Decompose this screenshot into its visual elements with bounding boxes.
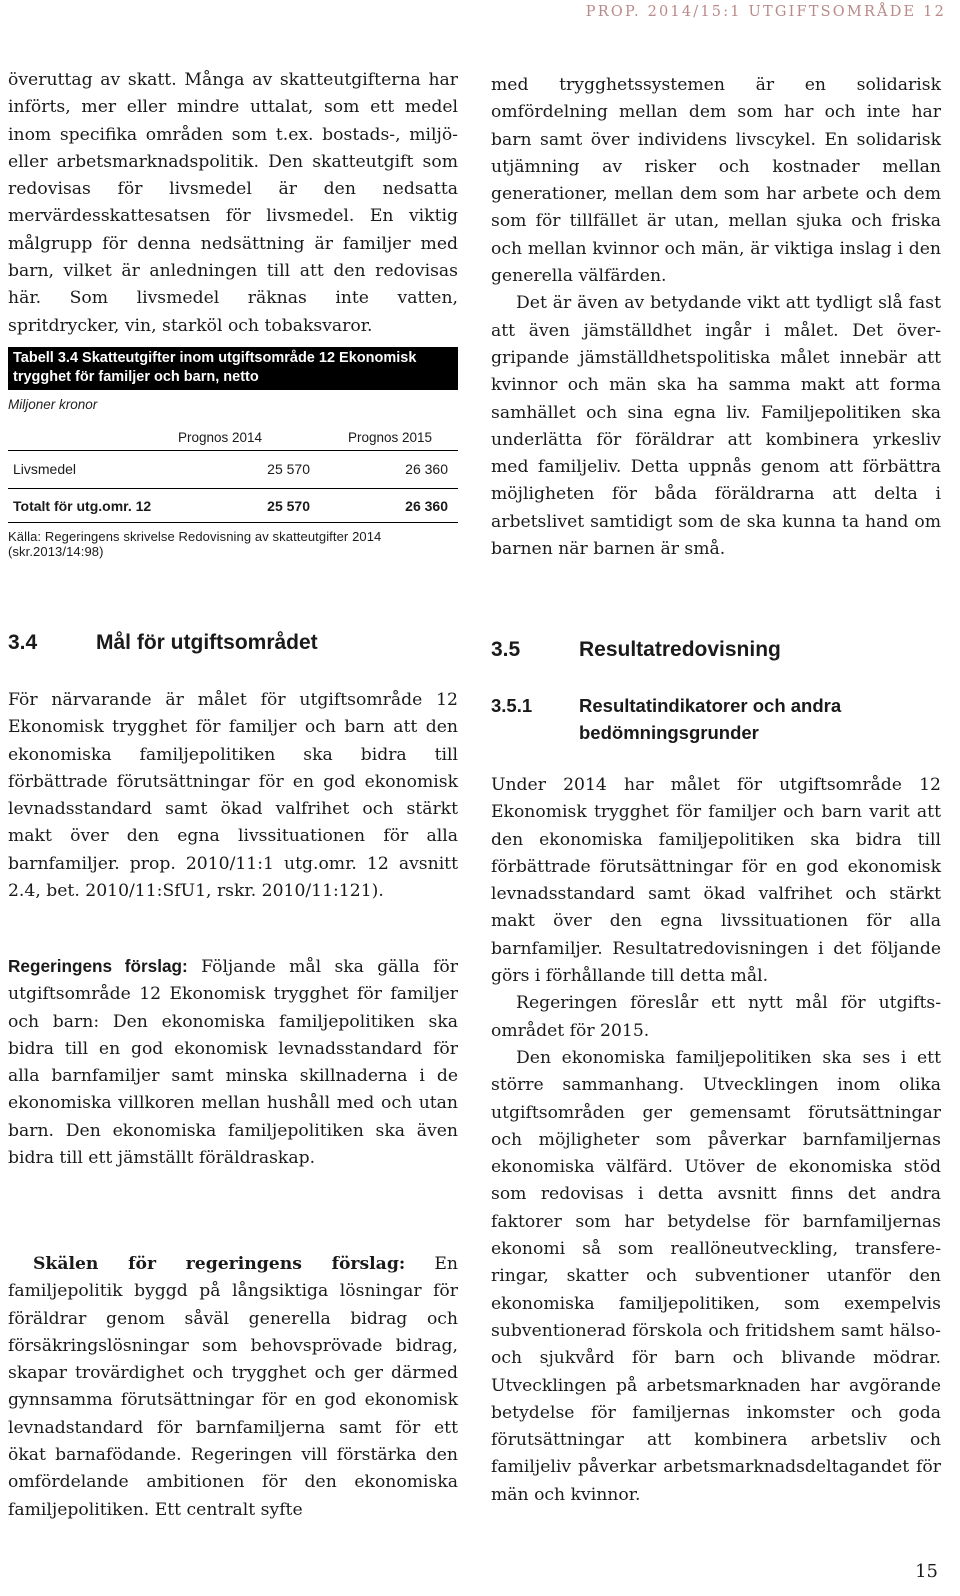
cell-2015: 26 360 (405, 461, 448, 477)
paragraph: överuttag av skatt. Många av skatteutgifterna har införts, mer eller mindre uttalat, som ett medel inom specifika områden som t.ex. bostads-, miljö- eller arbetsmarknadspolitik. Den skatteutgift som redovisas för livsmedel är den nedsatta mervärdesskattesatsen för livsmedel. En viktig målgrupp för denna nedsättning är familjer med barn, vilket är anledningen till att den redovisas här. Som livsmedel räknas inte vatten, spritdrycker, vin, starköl och tobaksvaror. (8, 70, 458, 336)
table-caption: Tabell 3.4 Skatteutgifter inom utgiftsområde 12 Ekonomisk trygghet för familjer och barn, netto (8, 347, 458, 390)
section-3-4-body (8, 687, 458, 905)
subsection-title: Resultatindikatorer och andra bedömningsgrunder (579, 695, 842, 743)
section-number: 3.5 (491, 638, 521, 661)
section-title: Resultatredovisning (579, 638, 781, 661)
table-unit: Miljoner kronor (8, 397, 98, 412)
table-row (8, 451, 458, 478)
column-header-2015: Prognos 2015 (348, 430, 433, 445)
row-label: Livsmedel (13, 461, 77, 477)
paragraph: För närvarande är målet för utgiftsområde 12 Ekonomisk trygghet för familjer och barn att den ekonomiska familjepolitiken ska bidra till förbättrade förutsättningar för en god ekonomisk levnadsstandard samt ökad valfrihet och stärkt makt över den egna livssituationen för alla barnfamiljer. prop. 2010/11:1 utg.omr. 12 avsnitt 2.4, bet. 2010/11:SfU1, rskr. 2010/11:121). (8, 690, 458, 902)
page-number: 15 (915, 1561, 938, 1582)
reasons-text: En familjepolitik byggd på långsiktiga lösningar för föräldrar genom såväl generella bidrag och försäkringslösningar som behovsprövade bidrag, skapar trovärdighet och trygghet och ger därmed gynnsamma förutsättningar för en god ekonomisk levnadstandard för barnfamiljerna samt för ett ökat barnafödande. Regeringen vill förstärka den omfördelande ambitionen för den ekonomiska familjepolitiken. Ett centralt syfte (8, 1254, 458, 1520)
cell-2014: 25 570 (267, 461, 310, 477)
paragraph: Regeringen föreslår ett nytt mål för utgiftsområdet för 2015. (491, 993, 941, 1041)
top-left-column (8, 67, 458, 340)
total-label: Totalt för utg.omr. 12 (13, 498, 152, 514)
table-header-row (8, 426, 458, 451)
proposal-lead: Regeringens förslag: (8, 956, 188, 976)
table-source: Källa: Regeringens skrivelse Redovisning av skatteutgifter 2014 (skr.2013/14:98) (8, 529, 382, 559)
total-2014: 25 570 (267, 498, 310, 514)
reasons-lead: Skälen för regeringens förslag: (33, 1254, 406, 1274)
proposal-paragraph (8, 953, 458, 1172)
total-2015: 26 360 (405, 498, 448, 514)
paragraph: med trygghetssystemen är en solidarisk omfördelning mellan dem som har och inte har barn samt över individens livscykel. En solidarisk utjämning av risker och kostnader mellan generationer, mellan dem som har arbete och dem som för tillfället är utan, mellan sjuka och friska och mellan kvinnor och män, är viktiga inslag i den generella välfärden. (491, 75, 941, 287)
subsection-number: 3.5.1 (491, 695, 533, 716)
table-3-4 (8, 347, 458, 559)
subsection-heading-3-5-1 (491, 692, 941, 748)
section-heading-3-5 (491, 638, 941, 668)
section-title: Mål för utgiftsområdet (96, 631, 318, 654)
proposal-box (8, 953, 458, 1172)
proposal-text: Följande mål ska gälla för utgiftsområde 12 Ekonomisk trygghet för familjer och barn: Den ekonomiska familjepolitiken ska bidra till en god ekonomisk levnadsstandard för alla barnfamiljer samt minska skillnaderna i de ekonomiska villkoren mellan hushåll med och utan barn. Den ekonomiska familjepolitiken ska även bidra till ett jämställt föräldraskap. (8, 957, 458, 1169)
table-total-row (8, 488, 458, 523)
paragraph: Det är även av betydande vikt att tydligt slå fast att även jämställdhet ingår i målet. Det övergripande jämställdhetspolitiska målet innebär att kvinnor och män ska ha samma makt att forma samhället och sina egna liv. Familjepolitiken ska underlätta för föräldrar att kombinera yrkesliv med familjeliv. Detta uppnås genom att förbättra möjligheten för båda föräldrarna att delta i arbetslivet samtidigt som de ska kunna ta hand om barnen när barnen är små. (491, 293, 941, 560)
top-right-column (491, 72, 941, 563)
section-number: 3.4 (8, 631, 38, 654)
running-head: PROP. 2014/15:1 UTGIFTSOMRÅDE 12 (585, 4, 946, 20)
paragraph: Den ekonomiska familjepolitiken ska ses i ett större sammanhang. Utvecklingen inom olika utgiftsområden ger gemensamt förutsättningar och möjligheter som påverkar barnfamiljernas ekonomiska välfärd. Utöver de ekonomiska stöd som redovisas i detta avsnitt finns det andra faktorer som har betydelse för barnfamiljernas ekonomi så som reallöneutveckling, transfereringar, skatter och subventioner utanför den ekonomiska familjepolitiken, som exempelvis subventionerad förskola och fritidshem samt hälso- och sjukvård för barn och blivande mödrar. Utvecklingen på arbetsmarknaden har avgörande betydelse för familjernas inkomster och goda förutsättningar att kombinera arbetsliv och familjeliv påverkar arbetsmarknadsdeltagandet för män och kvinnor. (491, 1047, 941, 1505)
reasons-section (8, 1251, 458, 1524)
reasons-paragraph (8, 1251, 458, 1524)
paragraph: Under 2014 har målet för utgiftsområde 12 Ekonomisk trygghet för familjer och barn varit att den ekonomiska familjepolitiken ska bidra till förbättrade förutsättningar för en god ekonomisk levnadsstandard samt ökad valfrihet och stärkt makt över den egna livssituationen för alla barnfamiljer. Resultatredovisningen i det följande görs i förhållande till detta mål. (491, 775, 941, 987)
column-header-2014: Prognos 2014 (178, 430, 263, 445)
section-heading-3-4 (8, 631, 458, 661)
section-3-5-body (491, 772, 941, 1509)
